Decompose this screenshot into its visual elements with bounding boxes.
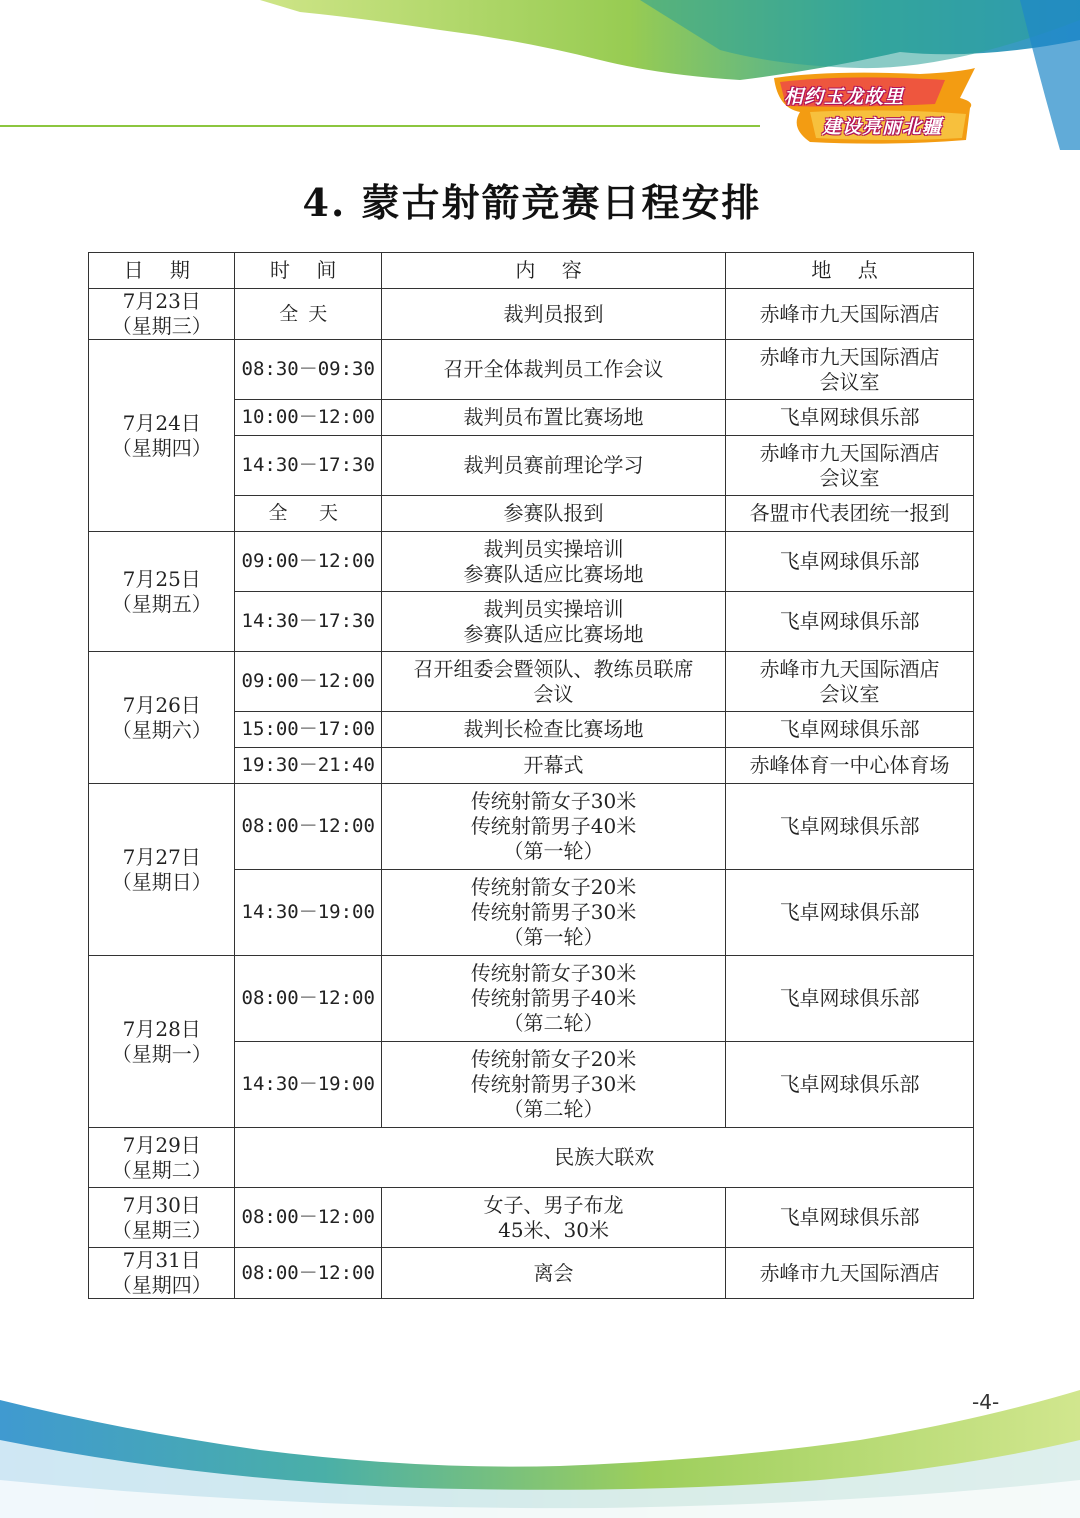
time-cell: 19:30－21:40 [235, 748, 381, 784]
table-row [89, 1188, 974, 1248]
time-cell: 全 天 [235, 496, 381, 532]
time-cell: 全天 [235, 289, 381, 340]
table-row [89, 532, 974, 592]
time-cell: 08:00－12:00 [235, 784, 381, 870]
time-cell: 08:00－12:00 [235, 1188, 381, 1248]
content-cell [381, 1188, 725, 1248]
table-row [89, 1248, 974, 1299]
header-time: 时 间 [235, 253, 381, 289]
content-cell [381, 956, 725, 1042]
venue-line: 赤峰市九天国际酒店 [759, 1260, 940, 1285]
content-line: 传统射箭女子20米 [470, 875, 637, 899]
table-row [89, 1128, 974, 1188]
venue-cell [726, 400, 974, 436]
venue-cell [726, 289, 974, 340]
content-line: 裁判员赛前理论学习 [463, 453, 644, 477]
content-line: 传统射箭男子40米 [470, 814, 637, 838]
venue-line: 赤峰市九天国际酒店 [759, 656, 940, 681]
venue-line: 飞卓网球俱乐部 [779, 986, 920, 1010]
content-line: 传统射箭男子40米 [470, 986, 637, 1010]
content-line: 离会 [533, 1260, 574, 1285]
header-content: 内 容 [381, 253, 725, 289]
date-cell [89, 652, 235, 784]
content-cell [381, 532, 725, 592]
time-cell: 09:00－12:00 [235, 532, 381, 592]
date-text: 7月29日 [122, 1132, 201, 1157]
content-cell [381, 592, 725, 652]
time-cell: 14:30－19:00 [235, 870, 381, 956]
weekday-text: （星期四） [111, 1273, 212, 1297]
table-row [89, 340, 974, 400]
time-cell: 15:00－17:00 [235, 712, 381, 748]
time-cell: 08:00－12:00 [235, 956, 381, 1042]
venue-line: 飞卓网球俱乐部 [779, 900, 920, 924]
page-title: 4. 蒙古射箭竞赛日程安排 [302, 180, 762, 225]
content-line: 会议 [533, 681, 574, 706]
date-text: 7月28日 [122, 1016, 201, 1041]
content-cell [381, 289, 725, 340]
venue-line: 赤峰市九天国际酒店 [759, 440, 940, 465]
content-line: 召开全体裁判员工作会议 [443, 357, 664, 381]
time-cell: 14:30－17:30 [235, 436, 381, 496]
date-text: 7月27日 [122, 844, 201, 869]
content-line: 裁判长检查比赛场地 [463, 717, 644, 741]
time-cell: 09:00－12:00 [235, 652, 381, 712]
table-header-row [89, 253, 974, 289]
date-text: 7月25日 [122, 566, 201, 591]
venue-line: 飞卓网球俱乐部 [779, 1072, 920, 1096]
date-cell [89, 1128, 235, 1188]
merged-event-cell: 民族大联欢 [235, 1128, 974, 1188]
date-cell [89, 1188, 235, 1248]
venue-line: 各盟市代表团统一报到 [749, 501, 950, 525]
venue-cell [726, 956, 974, 1042]
venue-cell [726, 784, 974, 870]
content-line: 召开组委会暨领队、教练员联席 [413, 656, 694, 681]
content-line: 女子、男子布龙 [483, 1192, 624, 1217]
venue-line: 会议室 [819, 681, 880, 706]
bottom-brush-decoration [0, 1370, 1080, 1518]
venue-cell [726, 436, 974, 496]
content-line: 参赛队报到 [503, 501, 604, 525]
venue-line: 飞卓网球俱乐部 [779, 717, 920, 741]
content-cell [381, 1042, 725, 1128]
header-venue: 地 点 [726, 253, 974, 289]
content-cell [381, 340, 725, 400]
page-number: -4- [972, 1390, 1000, 1414]
weekday-text: （星期五） [111, 591, 212, 616]
content-line: 参赛队适应比赛场地 [463, 561, 644, 586]
venue-cell [726, 592, 974, 652]
venue-line: 飞卓网球俱乐部 [779, 609, 920, 633]
weekday-text: （星期二） [111, 1157, 212, 1182]
content-cell [381, 712, 725, 748]
date-cell [89, 956, 235, 1128]
date-text: 7月23日 [122, 289, 201, 313]
venue-line: 飞卓网球俱乐部 [779, 1205, 920, 1229]
content-cell [381, 1248, 725, 1299]
content-line: （第二轮） [503, 1097, 604, 1121]
time-cell: 14:30－17:30 [235, 592, 381, 652]
slogan-line-1: 相约玉龙故里 [784, 86, 905, 108]
content-cell [381, 652, 725, 712]
content-line: 裁判员实操培训 [483, 536, 624, 561]
venue-line: 赤峰体育一中心体育场 [749, 753, 950, 777]
venue-cell [726, 532, 974, 592]
content-line: 裁判员实操培训 [483, 596, 624, 621]
weekday-text: （星期一） [111, 1041, 212, 1066]
venue-line: 飞卓网球俱乐部 [779, 814, 920, 838]
time-cell: 08:30－09:30 [235, 340, 381, 400]
venue-line: 飞卓网球俱乐部 [779, 405, 920, 429]
content-line: 开幕式 [523, 753, 584, 777]
table-row [89, 652, 974, 712]
content-line: 参赛队适应比赛场地 [463, 621, 644, 646]
venue-cell [726, 1042, 974, 1128]
date-cell [89, 340, 235, 532]
venue-cell [726, 1188, 974, 1248]
venue-cell [726, 652, 974, 712]
content-cell [381, 748, 725, 784]
content-line: （第二轮） [503, 1011, 604, 1035]
content-line: 传统射箭女子30米 [470, 789, 637, 813]
date-text: 7月26日 [122, 692, 201, 717]
content-line: （第一轮） [503, 925, 604, 949]
date-cell [89, 532, 235, 652]
content-cell [381, 436, 725, 496]
schedule-body [89, 289, 974, 1299]
content-line: 传统射箭男子30米 [470, 900, 637, 924]
header-rule [0, 125, 760, 127]
date-cell [89, 289, 235, 340]
table-row [89, 784, 974, 870]
venue-line: 赤峰市九天国际酒店 [759, 301, 940, 326]
schedule-table [88, 252, 974, 1299]
weekday-text: （星期四） [111, 435, 212, 460]
slogan-line-2: 建设亮丽北疆 [822, 116, 943, 138]
time-cell: 08:00－12:00 [235, 1248, 381, 1299]
content-line: 传统射箭男子30米 [470, 1072, 637, 1096]
content-cell [381, 870, 725, 956]
date-text: 7月24日 [122, 410, 201, 435]
slogan-banner [770, 68, 980, 148]
header-date: 日 期 [89, 253, 235, 289]
venue-cell [726, 870, 974, 956]
content-line: 45米、30米 [498, 1217, 609, 1242]
content-cell [381, 784, 725, 870]
content-line: 裁判员报到 [503, 301, 604, 326]
date-cell [89, 1248, 235, 1299]
date-cell [89, 784, 235, 956]
content-line: 传统射箭女子20米 [470, 1047, 637, 1071]
time-cell: 14:30－19:00 [235, 1042, 381, 1128]
content-line: 传统射箭女子30米 [470, 961, 637, 985]
content-line: 裁判员布置比赛场地 [463, 405, 644, 429]
venue-line: 赤峰市九天国际酒店 [759, 344, 940, 369]
venue-cell [726, 340, 974, 400]
weekday-text: （星期六） [111, 717, 212, 742]
weekday-text: （星期三） [111, 1217, 212, 1242]
date-text: 7月30日 [122, 1192, 201, 1217]
content-cell [381, 496, 725, 532]
venue-line: 飞卓网球俱乐部 [779, 549, 920, 573]
date-text: 7月31日 [122, 1248, 201, 1272]
table-row [89, 289, 974, 340]
venue-line: 会议室 [819, 465, 880, 490]
table-row [89, 956, 974, 1042]
venue-line: 会议室 [819, 369, 880, 394]
content-cell [381, 400, 725, 436]
weekday-text: （星期日） [111, 869, 212, 894]
weekday-text: （星期三） [111, 314, 212, 338]
venue-cell [726, 712, 974, 748]
venue-cell [726, 496, 974, 532]
content-line: （第一轮） [503, 839, 604, 863]
time-cell: 10:00－12:00 [235, 400, 381, 436]
venue-cell [726, 748, 974, 784]
venue-cell [726, 1248, 974, 1299]
